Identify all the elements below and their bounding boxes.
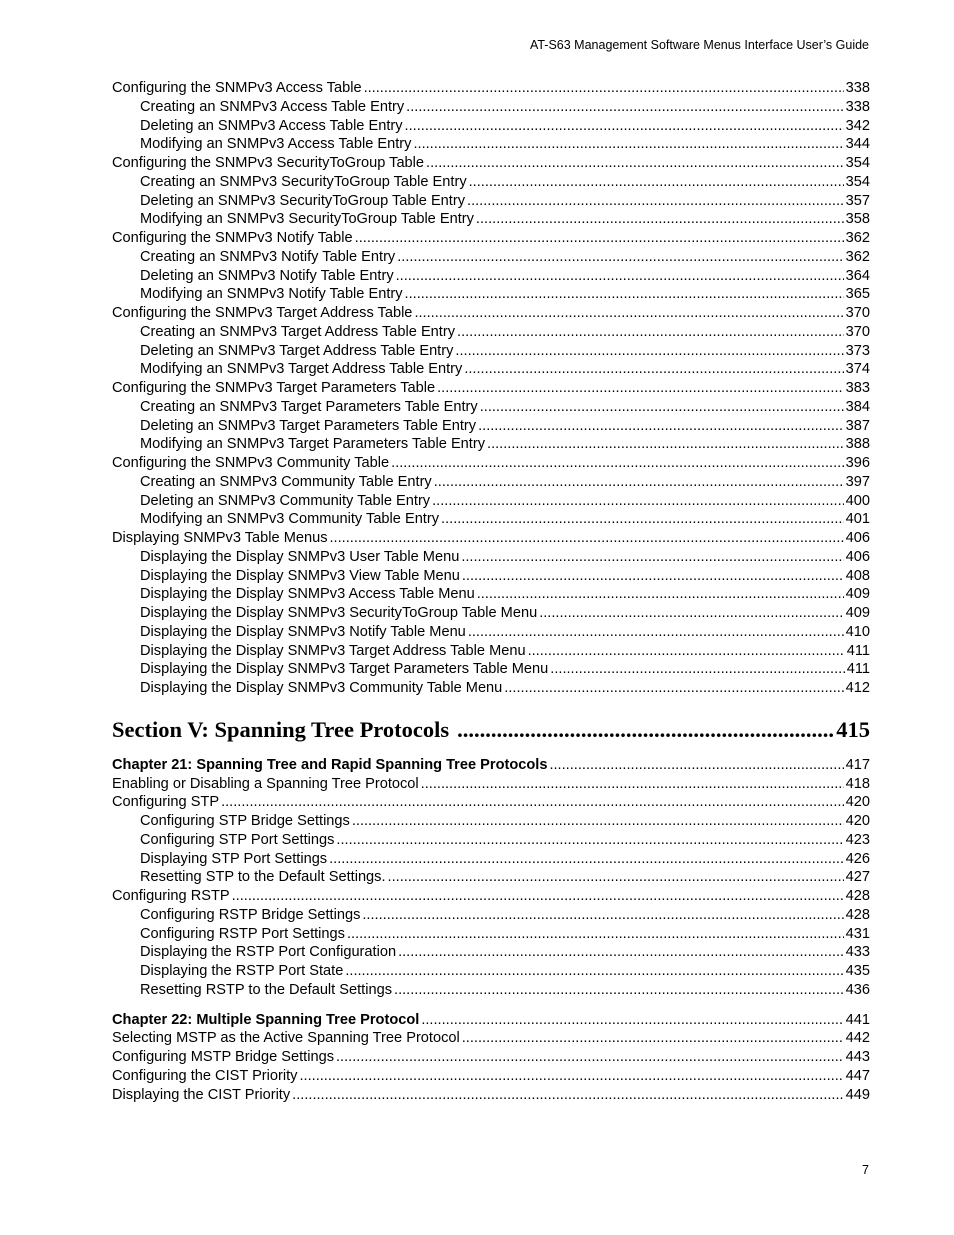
section-title: Section V: Spanning Tree Protocols bbox=[112, 716, 450, 742]
toc-entry-title: Configuring STP Bridge Settings bbox=[140, 813, 350, 829]
toc-entry-page-number: 428 bbox=[845, 906, 870, 923]
toc-entry[interactable] bbox=[112, 981, 870, 1000]
toc-entry-page-number: 411 bbox=[846, 642, 870, 659]
toc-entry-page-number: 427 bbox=[845, 869, 870, 886]
toc-entry[interactable] bbox=[112, 548, 870, 567]
toc-entry-title: Creating an SNMPv3 Notify Table Entry bbox=[140, 248, 396, 265]
toc-entry[interactable] bbox=[112, 417, 870, 436]
toc-entry-title: Configuring the SNMPv3 Notify Table bbox=[112, 230, 353, 246]
toc-entry-title: Creating an SNMPv3 Access Table Entry bbox=[140, 98, 405, 115]
toc-entry[interactable] bbox=[112, 623, 870, 642]
toc-entry[interactable] bbox=[112, 850, 870, 869]
dot-leader bbox=[441, 510, 844, 529]
dot-leader bbox=[352, 812, 844, 831]
dot-leader bbox=[487, 435, 844, 454]
toc-entry-title: Displaying the Display SNMPv3 Notify Table Menu bbox=[140, 623, 466, 640]
toc-entry-title: Configuring the SNMPv3 Access Table bbox=[112, 80, 362, 96]
dot-leader bbox=[437, 379, 844, 398]
toc-entry-page-number: 409 bbox=[845, 605, 870, 621]
toc-entry[interactable] bbox=[112, 775, 870, 794]
toc-entry[interactable] bbox=[112, 248, 870, 267]
toc-entry[interactable] bbox=[112, 435, 870, 454]
toc-entry-page-number: 423 bbox=[845, 831, 870, 848]
chapter-page-number: 441 bbox=[845, 1011, 870, 1028]
toc-entry[interactable] bbox=[112, 454, 870, 473]
toc-entry-page-number: 373 bbox=[845, 342, 870, 359]
dot-leader bbox=[364, 79, 844, 98]
toc-entry-title: Modifying an SNMPv3 Target Parameters Table Entry bbox=[140, 436, 486, 453]
toc-entry-page-number: 362 bbox=[845, 248, 870, 265]
toc-entry-page-number: 418 bbox=[845, 775, 870, 792]
toc-entry-page-number: 426 bbox=[845, 850, 870, 867]
toc-entry[interactable] bbox=[112, 529, 870, 548]
toc-entry-title: Configuring STP Port Settings bbox=[140, 831, 335, 848]
toc-entry-page-number: 401 bbox=[845, 511, 870, 528]
toc-entry[interactable] bbox=[112, 398, 870, 417]
dot-leader bbox=[528, 642, 845, 661]
toc-entry-title: Configuring the SNMPv3 Target Parameters Table bbox=[112, 380, 436, 396]
dot-leader bbox=[462, 1029, 844, 1048]
dot-leader bbox=[462, 567, 844, 586]
toc-entry-page-number: 436 bbox=[845, 981, 870, 998]
dot-leader bbox=[397, 248, 843, 267]
toc-entry[interactable] bbox=[112, 304, 870, 323]
toc-chapter-21-entries bbox=[112, 775, 870, 1000]
dot-leader bbox=[434, 473, 844, 492]
toc-entry-title: Configuring RSTP bbox=[112, 888, 230, 904]
toc-entry[interactable] bbox=[112, 229, 870, 248]
toc-entry[interactable] bbox=[112, 1048, 870, 1067]
toc-entry-page-number: 397 bbox=[845, 473, 870, 490]
toc-entry[interactable] bbox=[112, 492, 870, 511]
toc-entry-page-number: 396 bbox=[845, 455, 870, 471]
toc-entry-page-number: 449 bbox=[845, 1086, 870, 1103]
dot-leader bbox=[405, 117, 844, 136]
toc-entry-title: Modifying an SNMPv3 Community Table Entry bbox=[140, 511, 440, 528]
toc-entry-title: Creating an SNMPv3 Target Parameters Table Entry bbox=[140, 398, 478, 415]
dot-leader bbox=[549, 756, 843, 775]
toc-entry[interactable] bbox=[112, 135, 870, 154]
toc-entry-page-number: 338 bbox=[845, 80, 870, 96]
dot-leader bbox=[406, 98, 843, 117]
toc-entry-title: Configuring the SNMPv3 Community Table bbox=[112, 455, 390, 471]
dot-leader bbox=[550, 660, 844, 679]
dot-leader bbox=[478, 417, 844, 436]
dot-leader bbox=[414, 304, 843, 323]
toc-entry-title: Displaying the Display SNMPv3 Target Parameters Table Menu bbox=[140, 661, 549, 678]
dot-leader bbox=[336, 831, 843, 850]
toc-entry[interactable] bbox=[112, 585, 870, 604]
toc-entry-page-number: 443 bbox=[845, 1049, 870, 1065]
dot-leader bbox=[477, 585, 844, 604]
toc-entry-page-number: 354 bbox=[845, 155, 870, 171]
section-heading[interactable] bbox=[112, 716, 870, 744]
dot-leader bbox=[329, 850, 844, 869]
dot-leader bbox=[426, 154, 844, 173]
dot-leader bbox=[398, 943, 844, 962]
toc-entry[interactable] bbox=[112, 660, 870, 679]
toc-entry[interactable] bbox=[112, 1086, 870, 1105]
toc-entry-title: Deleting an SNMPv3 Notify Table Entry bbox=[140, 267, 394, 284]
toc-entry-title: Creating an SNMPv3 Target Address Table Entry bbox=[140, 323, 456, 340]
toc-entry-title: Displaying the RSTP Port State bbox=[140, 963, 344, 979]
toc-entry-title: Configuring MSTP Bridge Settings bbox=[112, 1049, 334, 1065]
toc-entry-title: Displaying the RSTP Port Configuration bbox=[140, 944, 397, 961]
dot-leader bbox=[394, 981, 844, 1000]
toc-entry-title: Configuring STP bbox=[112, 794, 220, 811]
toc-entry[interactable] bbox=[112, 604, 870, 623]
toc-entry-title: Deleting an SNMPv3 Community Table Entry bbox=[140, 492, 431, 509]
toc-entry-title: Modifying an SNMPv3 SecurityToGroup Table Entry bbox=[140, 211, 474, 228]
toc-entry[interactable] bbox=[112, 98, 870, 117]
toc-entry-title: Enabling or Disabling a Spanning Tree Protocol bbox=[112, 775, 419, 792]
toc-entry[interactable] bbox=[112, 117, 870, 136]
toc-entry-title: Creating an SNMPv3 SecurityToGroup Table Entry bbox=[140, 173, 467, 190]
toc-entry-page-number: 435 bbox=[845, 963, 870, 979]
dot-leader bbox=[504, 679, 843, 698]
toc-entry-page-number: 342 bbox=[845, 117, 870, 134]
toc-entry-title: Resetting RSTP to the Default Settings bbox=[140, 981, 393, 998]
toc-entry-page-number: 420 bbox=[845, 813, 870, 829]
dot-leader bbox=[421, 775, 844, 794]
toc-entry-title: Displaying the Display SNMPv3 Community Table Menu bbox=[140, 680, 503, 696]
toc-entry-title: Resetting STP to the Default Settings. bbox=[140, 869, 386, 886]
toc-entry-title: Displaying the CIST Priority bbox=[112, 1086, 291, 1103]
spacer bbox=[112, 1000, 870, 1011]
toc-entry-title: Displaying the Display SNMPv3 SecurityToGroup Table Menu bbox=[140, 605, 538, 621]
toc-entry-page-number: 374 bbox=[845, 361, 870, 378]
toc-entry-page-number: 411 bbox=[846, 661, 870, 678]
toc-entry-page-number: 406 bbox=[845, 530, 870, 546]
chapter-21-heading[interactable] bbox=[112, 756, 870, 775]
toc-entry[interactable] bbox=[112, 642, 870, 661]
toc-entry-title: Creating an SNMPv3 Community Table Entry bbox=[140, 473, 432, 490]
toc-entry-title: Displaying SNMPv3 Table Menus bbox=[112, 530, 328, 546]
dot-leader bbox=[221, 793, 844, 812]
toc-entry-page-number: 408 bbox=[845, 567, 870, 584]
toc-entry-title: Modifying an SNMPv3 Target Address Table Entry bbox=[140, 361, 463, 378]
dot-leader bbox=[336, 1048, 844, 1067]
toc-entry-page-number: 428 bbox=[845, 888, 870, 904]
toc-entry-page-number: 400 bbox=[845, 492, 870, 509]
running-header: AT-S63 Management Software Menus Interface User’s Guide bbox=[529, 38, 869, 52]
dot-leader bbox=[362, 906, 843, 925]
toc-entry[interactable] bbox=[112, 943, 870, 962]
toc-entry[interactable] bbox=[112, 360, 870, 379]
toc-chapter-22-entries bbox=[112, 1029, 870, 1104]
toc-entry-title: Displaying the Display SNMPv3 User Table Menu bbox=[140, 548, 460, 565]
dot-leader bbox=[539, 604, 843, 623]
dot-leader bbox=[345, 962, 843, 981]
dot-leader bbox=[461, 548, 843, 567]
toc-entry-page-number: 447 bbox=[845, 1067, 870, 1084]
toc-entry[interactable] bbox=[112, 906, 870, 925]
toc-entry-page-number: 384 bbox=[845, 398, 870, 415]
toc-entry[interactable] bbox=[112, 831, 870, 850]
dot-leader bbox=[469, 173, 844, 192]
toc-entry[interactable] bbox=[112, 1067, 870, 1086]
toc-entry-title: Displaying STP Port Settings bbox=[140, 850, 328, 867]
toc-entry-title: Configuring RSTP Port Settings bbox=[140, 925, 345, 942]
toc-entry[interactable] bbox=[112, 962, 870, 981]
section-page-number: 415 bbox=[836, 716, 870, 742]
toc-entry[interactable] bbox=[112, 793, 870, 812]
toc-entry[interactable] bbox=[112, 812, 870, 831]
toc-entry[interactable] bbox=[112, 887, 870, 906]
dot-leader bbox=[457, 323, 844, 342]
toc-entry[interactable] bbox=[112, 868, 870, 887]
toc-entry-page-number: 344 bbox=[845, 136, 870, 153]
dot-leader bbox=[413, 135, 843, 154]
dot-leader bbox=[457, 716, 833, 744]
toc-entry[interactable] bbox=[112, 1029, 870, 1048]
toc-entry[interactable] bbox=[112, 267, 870, 286]
toc-entry-title: Modifying an SNMPv3 Notify Table Entry bbox=[140, 286, 403, 303]
toc-entry-page-number: 406 bbox=[845, 548, 870, 565]
chapter-page-number: 417 bbox=[845, 756, 870, 773]
toc-entry[interactable] bbox=[112, 173, 870, 192]
toc-entry-page-number: 365 bbox=[845, 286, 870, 303]
dot-leader bbox=[480, 398, 844, 417]
toc-entry-page-number: 433 bbox=[845, 944, 870, 961]
toc-entry-title: Deleting an SNMPv3 Target Parameters Table Entry bbox=[140, 417, 477, 434]
page-number: 7 bbox=[862, 1163, 869, 1177]
toc-entry-title: Displaying the Display SNMPv3 Access Table Menu bbox=[140, 586, 475, 603]
toc-entry-page-number: 412 bbox=[845, 680, 870, 696]
toc-entry[interactable] bbox=[112, 379, 870, 398]
toc-entry-title: Displaying the Display SNMPv3 View Table Menu bbox=[140, 567, 460, 584]
toc-entry[interactable] bbox=[112, 510, 870, 529]
dot-leader bbox=[396, 267, 844, 286]
dot-leader bbox=[405, 285, 844, 304]
toc-snmpv3-entries bbox=[112, 79, 870, 698]
toc-entry-page-number: 387 bbox=[845, 417, 870, 434]
toc-entry[interactable] bbox=[112, 192, 870, 211]
toc-entry-page-number: 364 bbox=[845, 267, 870, 284]
toc-entry[interactable] bbox=[112, 473, 870, 492]
dot-leader bbox=[299, 1067, 843, 1086]
dot-leader bbox=[455, 342, 843, 361]
toc-entry[interactable] bbox=[112, 342, 870, 361]
toc-entry-title: Deleting an SNMPv3 Access Table Entry bbox=[140, 117, 403, 134]
dot-leader bbox=[388, 868, 844, 887]
toc-entry-page-number: 409 bbox=[845, 586, 870, 603]
dot-leader bbox=[330, 529, 844, 548]
toc-entry-page-number: 383 bbox=[845, 380, 870, 396]
dot-leader bbox=[355, 229, 844, 248]
toc-entry-title: Configuring the CIST Priority bbox=[112, 1067, 298, 1084]
toc-entry-page-number: 431 bbox=[845, 925, 870, 942]
dot-leader bbox=[391, 454, 844, 473]
toc-entry-title: Selecting MSTP as the Active Spanning Tree Protocol bbox=[112, 1030, 460, 1047]
toc-entry[interactable] bbox=[112, 323, 870, 342]
toc-entry[interactable] bbox=[112, 285, 870, 304]
toc-entry-page-number: 362 bbox=[845, 230, 870, 246]
toc-entry-title: Deleting an SNMPv3 Target Address Table Entry bbox=[140, 342, 454, 359]
toc-entry-title: Displaying the Display SNMPv3 Target Address Table Menu bbox=[140, 642, 526, 659]
dot-leader bbox=[232, 887, 844, 906]
dot-leader bbox=[476, 210, 844, 229]
chapter-title: Chapter 22: Multiple Spanning Tree Protocol bbox=[112, 1011, 420, 1028]
toc-entry-title: Configuring the SNMPv3 SecurityToGroup Table bbox=[112, 155, 425, 171]
chapter-22-heading[interactable] bbox=[112, 1011, 870, 1030]
dot-leader bbox=[467, 192, 844, 211]
toc-entry-title: Deleting an SNMPv3 SecurityToGroup Table Entry bbox=[140, 192, 466, 209]
toc-entry-page-number: 370 bbox=[845, 305, 870, 321]
toc-entry-page-number: 357 bbox=[845, 192, 870, 209]
dot-leader bbox=[421, 1011, 843, 1030]
dot-leader bbox=[347, 925, 844, 944]
toc-entry[interactable] bbox=[112, 679, 870, 698]
toc-entry-page-number: 420 bbox=[845, 794, 870, 811]
toc-entry-title: Modifying an SNMPv3 Access Table Entry bbox=[140, 136, 412, 153]
toc-entry[interactable] bbox=[112, 154, 870, 173]
toc-entry-page-number: 354 bbox=[845, 173, 870, 190]
dot-leader bbox=[292, 1086, 843, 1105]
toc-entry[interactable] bbox=[112, 79, 870, 98]
toc-entry-page-number: 410 bbox=[845, 623, 870, 640]
toc-entry-title: Configuring the SNMPv3 Target Address Table bbox=[112, 305, 413, 321]
toc-entry-page-number: 370 bbox=[845, 323, 870, 340]
toc-entry-title: Configuring RSTP Bridge Settings bbox=[140, 906, 361, 923]
toc-entry-page-number: 442 bbox=[845, 1030, 870, 1047]
toc-entry-page-number: 358 bbox=[845, 211, 870, 228]
chapter-title: Chapter 21: Spanning Tree and Rapid Spanning Tree Protocols bbox=[112, 756, 548, 773]
toc-entry-page-number: 388 bbox=[845, 436, 870, 453]
dot-leader bbox=[464, 360, 843, 379]
toc-entry[interactable] bbox=[112, 210, 870, 229]
toc-entry[interactable] bbox=[112, 925, 870, 944]
dot-leader bbox=[468, 623, 844, 642]
dot-leader bbox=[432, 492, 844, 511]
table-of-contents bbox=[112, 79, 870, 1104]
toc-entry[interactable] bbox=[112, 567, 870, 586]
toc-entry-page-number: 338 bbox=[845, 98, 870, 115]
